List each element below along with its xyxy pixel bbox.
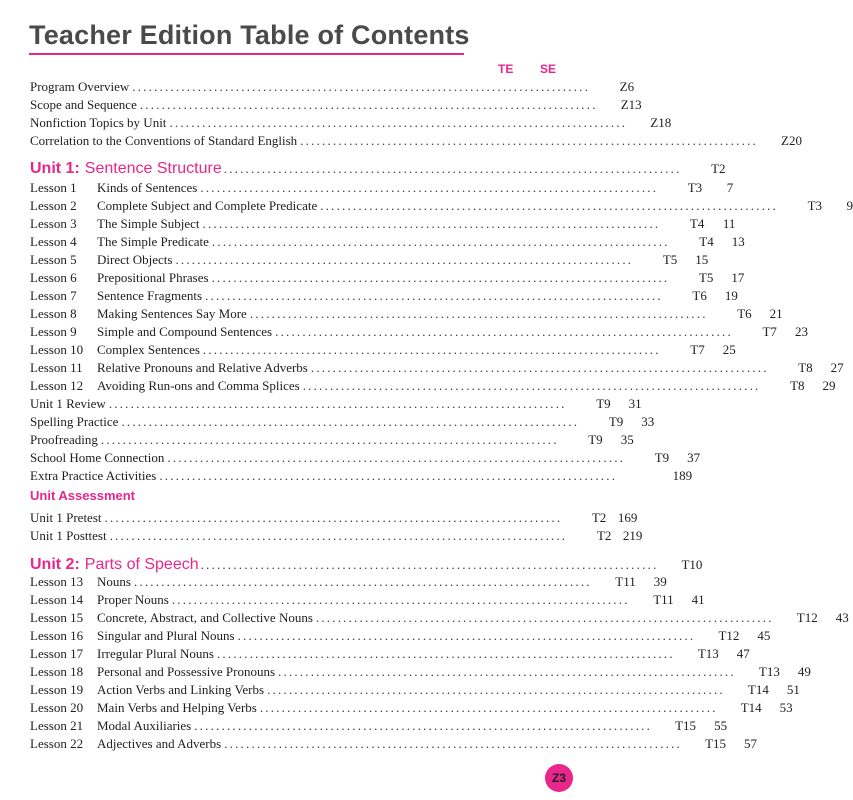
lesson-entry [30, 377, 836, 395]
te-page: T9 [608, 414, 624, 429]
dot-leader: .................................................................................... [133, 574, 592, 589]
dot-leader: .................................................................................... [108, 396, 567, 411]
entry-title: Unit 1 Posttest [30, 528, 107, 543]
se-page: 51 [786, 682, 800, 697]
entry-title: School Home Connection [30, 450, 165, 465]
dot-leader: .................................................................................... [202, 342, 661, 357]
dot-leader: .................................................................................... [224, 736, 683, 751]
se-page: 19 [724, 288, 738, 303]
entry-title: Making Sentences Say More [97, 306, 247, 321]
dot-leader: .................................................................................... [278, 664, 736, 679]
unit-extra-entry [30, 395, 642, 413]
te-page: T5 [662, 252, 678, 267]
lesson-entry [30, 645, 750, 663]
entry-title: The Simple Subject [97, 216, 200, 231]
te-page: T14 [747, 682, 769, 697]
dot-leader: .................................................................................... [202, 216, 661, 231]
dot-leader: .................................................................................... [132, 79, 591, 94]
lesson-entry [30, 287, 738, 305]
dot-leader: .................................................................................... [275, 324, 733, 339]
front-matter-entry [30, 114, 672, 132]
te-page: T14 [740, 700, 762, 715]
se-page: 9 [846, 198, 853, 213]
se-page: 31 [628, 396, 642, 411]
te-page: T3 [807, 198, 823, 213]
unit-extra-entry [30, 431, 634, 449]
se-page: 23 [794, 324, 808, 339]
lesson-number: Lesson 3 [30, 216, 77, 231]
se-page: 29 [822, 378, 836, 393]
entry-title: Complete Subject and Complete Predicate [97, 198, 318, 213]
entry-title: Avoiding Run-ons and Comma Splices [97, 378, 300, 393]
se-page: 47 [736, 646, 750, 661]
lesson-number: Lesson 17 [30, 646, 84, 661]
dot-leader: .................................................................................... [194, 718, 653, 733]
lesson-number: Lesson 21 [30, 718, 84, 733]
unit-extra-entry [30, 467, 693, 485]
te-page: T5 [698, 270, 714, 285]
dot-leader: .................................................................................... [302, 378, 761, 393]
entry-title: Proper Nouns [97, 592, 169, 607]
assessment-entry [30, 527, 643, 545]
dot-leader: .................................................................................... [249, 306, 708, 321]
lesson-number: Lesson 4 [30, 234, 77, 249]
te-page: T4 [689, 216, 705, 231]
te-page: T8 [790, 378, 805, 393]
front-matter-entry [30, 96, 642, 114]
lesson-entry [30, 251, 709, 269]
lesson-entry [30, 341, 736, 359]
entry-title: Extra Practice Activities [30, 468, 157, 483]
te-page: T9 [654, 450, 670, 465]
entry-title: Relative Pronouns and Relative Adverbs [97, 360, 308, 375]
unit-number: Unit 1: [30, 160, 80, 177]
te-page: T2 [711, 161, 726, 176]
dot-leader: .................................................................................... [167, 450, 626, 465]
dot-leader: .................................................................................... [223, 161, 682, 176]
te-page: T8 [798, 360, 813, 375]
entry-title: Correlation to the Conventions of Standard English [30, 133, 298, 148]
dot-leader: .................................................................................... [200, 557, 659, 572]
te-page: T7 [762, 324, 777, 339]
unit-title: Sentence Structure [84, 160, 222, 177]
lesson-entry [30, 591, 705, 609]
entry-title: Personal and Possessive Pronouns [97, 664, 276, 679]
dot-leader: .................................................................................... [237, 628, 696, 643]
entry-title: The Simple Predicate [97, 234, 209, 249]
unit-title: Parts of Speech [84, 556, 199, 573]
lesson-entry [30, 609, 849, 627]
lesson-entry [30, 663, 811, 681]
se-page: 25 [722, 342, 736, 357]
entry-title: Singular and Plural Nouns [97, 628, 235, 643]
entry-title: Unit 1 Review [30, 396, 106, 411]
lesson-entry [30, 681, 800, 699]
lesson-entry [30, 233, 745, 251]
se-page: 17 [731, 270, 745, 285]
entry-title: Direct Objects [97, 252, 173, 267]
lesson-number: Lesson 7 [30, 288, 77, 303]
se-page: 189 [672, 468, 693, 483]
te-page: T12 [718, 628, 740, 643]
te-page: T9 [596, 396, 611, 411]
se-page: 21 [769, 306, 783, 321]
te-page: T12 [796, 610, 818, 625]
lesson-entry [30, 215, 736, 233]
te-page: T11 [653, 592, 674, 607]
lesson-entry [30, 573, 667, 591]
dot-leader: .................................................................................... [159, 468, 618, 483]
dot-leader: .................................................................................... [216, 646, 675, 661]
lesson-number: Lesson 18 [30, 664, 84, 679]
te-page: Z20 [781, 133, 802, 148]
entry-title: Kinds of Sentences [97, 180, 198, 195]
lesson-entry [30, 717, 728, 735]
dot-leader: .................................................................................... [171, 592, 630, 607]
te-page: T6 [737, 306, 752, 321]
te-page: T2 [596, 528, 612, 543]
dot-leader: .................................................................................... [200, 180, 659, 195]
entry-title: Proofreading [30, 432, 98, 447]
entry-title: Nouns [97, 574, 131, 589]
lesson-entry [30, 699, 793, 717]
lesson-entry [30, 735, 758, 753]
se-page: 49 [797, 664, 811, 679]
dot-leader: .................................................................................... [139, 97, 598, 112]
lesson-entry [30, 197, 853, 215]
te-page: Z18 [650, 115, 672, 130]
se-page: 219 [622, 528, 643, 543]
front-matter-entry [30, 78, 635, 96]
lesson-number: Lesson 14 [30, 592, 84, 607]
entry-title: Complex Sentences [97, 342, 200, 357]
dot-leader: .................................................................................... [109, 528, 568, 543]
lesson-number: Lesson 5 [30, 252, 77, 267]
te-page: T3 [687, 180, 703, 195]
te-page: T15 [675, 718, 697, 733]
lesson-entry [30, 627, 771, 645]
lesson-entry [30, 359, 844, 377]
entry-title: Program Overview [30, 79, 130, 94]
te-page: T6 [692, 288, 707, 303]
lesson-number: Lesson 11 [30, 360, 83, 375]
te-page: Z6 [619, 79, 635, 94]
lesson-number: Lesson 2 [30, 198, 77, 213]
unit-extra-entry [30, 449, 701, 467]
dot-leader: .................................................................................... [100, 432, 559, 447]
lesson-entry [30, 305, 783, 323]
lesson-number: Lesson 8 [30, 306, 77, 321]
lesson-number: Lesson 10 [30, 342, 84, 357]
se-page: 7 [726, 180, 734, 195]
title-underline [29, 53, 464, 55]
entry-title: Adjectives and Adverbs [97, 736, 222, 751]
se-page: 41 [691, 592, 705, 607]
se-page: 169 [617, 510, 638, 525]
unit-assessment-heading: Unit Assessment [30, 488, 135, 503]
lesson-number: Lesson 12 [30, 378, 84, 393]
se-page: 37 [687, 450, 701, 465]
lesson-number: Lesson 13 [30, 574, 84, 589]
dot-leader: .................................................................................... [300, 133, 758, 148]
se-page: 33 [641, 414, 655, 429]
te-page: T10 [681, 557, 703, 572]
page-title: Teacher Edition Table of Contents [29, 20, 470, 50]
lesson-number: Lesson 15 [30, 610, 84, 625]
dot-leader: .................................................................................... [310, 360, 769, 375]
dot-leader: .................................................................................... [211, 234, 670, 249]
page-number-badge: Z3 [545, 764, 573, 792]
se-page: 13 [731, 234, 745, 249]
se-page: 15 [695, 252, 709, 267]
entry-title: Scope and Sequence [30, 97, 137, 112]
te-page: T15 [705, 736, 727, 751]
column-head-te: TE [498, 62, 514, 76]
dot-leader: .................................................................................... [121, 414, 580, 429]
lesson-number: Lesson 6 [30, 270, 77, 285]
lesson-number: Lesson 19 [30, 682, 84, 697]
entry-title: Prepositional Phrases [97, 270, 209, 285]
unit-1-heading [30, 157, 726, 181]
se-page: 39 [653, 574, 667, 589]
dot-leader: .................................................................................... [211, 270, 670, 285]
te-page: T13 [758, 664, 780, 679]
dot-leader: .................................................................................... [169, 115, 628, 130]
dot-leader: .................................................................................... [205, 288, 663, 303]
dot-leader: .................................................................................... [320, 198, 779, 213]
entry-title: Simple and Compound Sentences [97, 324, 273, 339]
unit-number: Unit 2: [30, 556, 80, 573]
unit-extra-entry [30, 413, 655, 431]
entry-title: Sentence Fragments [97, 288, 203, 303]
assessment-entry [30, 509, 638, 527]
dot-leader: .................................................................................... [315, 610, 774, 625]
te-page: T11 [615, 574, 636, 589]
dot-leader: .................................................................................... [259, 700, 718, 715]
dot-leader: .................................................................................... [104, 510, 563, 525]
lesson-number: Lesson 16 [30, 628, 84, 643]
entry-title: Action Verbs and Linking Verbs [97, 682, 265, 697]
se-page: 11 [722, 216, 736, 231]
column-head-se: SE [540, 62, 557, 76]
se-page: 27 [830, 360, 844, 375]
lesson-number: Lesson 9 [30, 324, 77, 339]
te-page: T13 [697, 646, 719, 661]
entry-title: Irregular Plural Nouns [97, 646, 214, 661]
se-page: 53 [779, 700, 793, 715]
se-page: 35 [620, 432, 634, 447]
lesson-entry [30, 269, 745, 287]
lesson-number: Lesson 20 [30, 700, 84, 715]
lesson-entry [30, 179, 734, 197]
entry-title: Nonfiction Topics by Unit [30, 115, 167, 130]
te-page: T4 [699, 234, 714, 249]
lesson-number: Lesson 1 [30, 180, 77, 195]
te-page: Z13 [620, 97, 642, 112]
dot-leader: .................................................................................... [267, 682, 725, 697]
te-page: T7 [690, 342, 705, 357]
front-matter-entry [30, 132, 802, 150]
se-page: 43 [835, 610, 849, 625]
se-page: 57 [744, 736, 758, 751]
te-page: T9 [588, 432, 603, 447]
se-page: 45 [757, 628, 771, 643]
entry-title: Spelling Practice [30, 414, 119, 429]
entry-title: Modal Auxiliaries [97, 718, 192, 733]
lesson-number: Lesson 22 [30, 736, 84, 751]
entry-title: Main Verbs and Helping Verbs [97, 700, 257, 715]
lesson-entry [30, 323, 808, 341]
entry-title: Unit 1 Pretest [30, 510, 102, 525]
te-page: T2 [591, 510, 607, 525]
dot-leader: .................................................................................... [175, 252, 634, 267]
se-page: 55 [714, 718, 728, 733]
entry-title: Concrete, Abstract, and Collective Nouns [97, 610, 313, 625]
